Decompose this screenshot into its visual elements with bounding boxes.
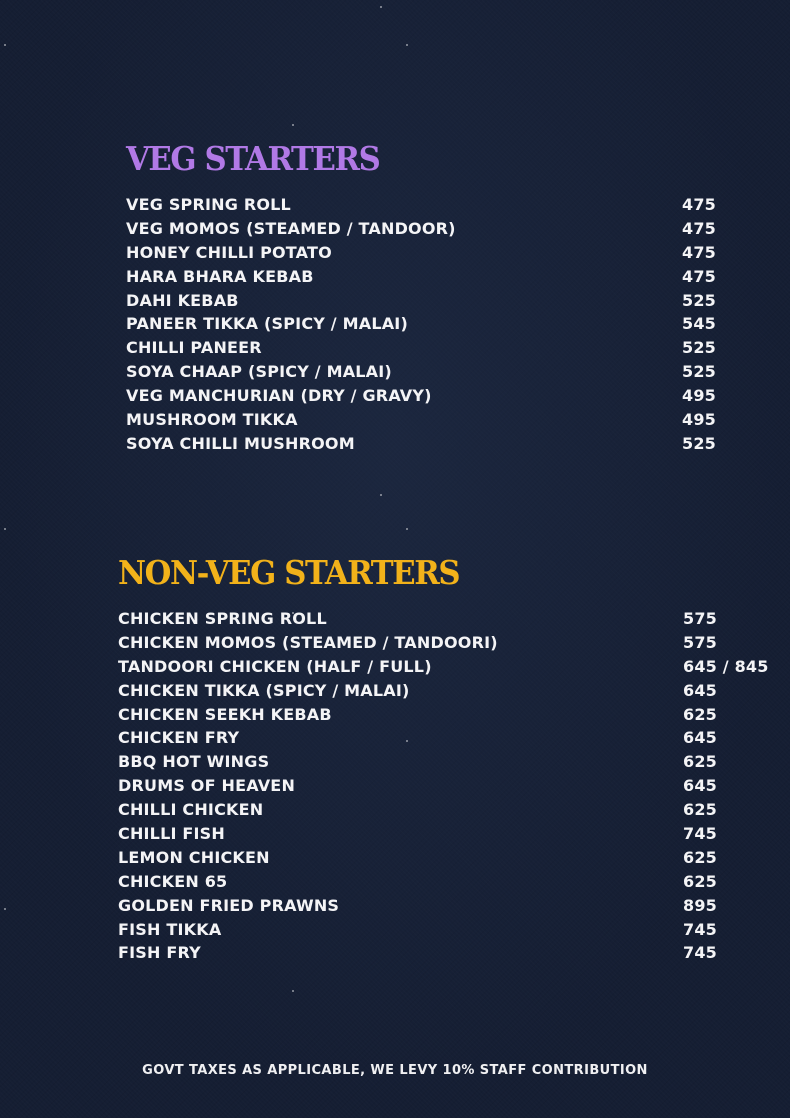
menu-item-price: 495 — [682, 386, 716, 406]
menu-item-name: GOLDEN FRIED PRAWNS — [118, 895, 340, 915]
menu-item-name: BBQ HOT WINGS — [118, 752, 270, 772]
background-speck — [406, 44, 408, 46]
menu-item-name: FISH TIKKA — [118, 919, 222, 939]
menu-item-name: CHILLI CHICKEN — [118, 800, 264, 820]
veg-starters-list — [126, 193, 726, 456]
background-speck — [406, 528, 408, 530]
menu-item-name: SOYA CHILLI MUSHROOM — [126, 433, 355, 453]
menu-item-price: 545 — [682, 314, 716, 334]
menu-item — [126, 336, 726, 360]
menu-item-price: 475 — [682, 218, 716, 238]
menu-item — [126, 265, 726, 289]
menu-item-name: MUSHROOM TIKKA — [126, 410, 298, 430]
menu-item-name: SOYA CHAAP (SPICY / MALAI) — [126, 362, 392, 382]
menu-item — [118, 679, 778, 703]
menu-item-price: 625 — [683, 800, 717, 820]
menu-item — [118, 774, 778, 798]
menu-item-price: 645 — [683, 776, 717, 796]
menu-item-name: CHILLI FISH — [118, 824, 225, 844]
menu-item-price: 895 — [683, 895, 717, 915]
nonveg-starters-section — [118, 553, 778, 965]
footer-note: GOVT TAXES AS APPLICABLE, WE LEVY 10% STAFF CONTRIBUTION — [142, 1063, 648, 1078]
menu-item-price: 625 — [683, 704, 717, 724]
menu-item — [126, 432, 726, 456]
menu-item — [118, 822, 778, 846]
nonveg-starters-list — [118, 607, 778, 965]
menu-item-name: VEG MANCHURIAN (DRY / GRAVY) — [126, 386, 432, 406]
menu-item-name: VEG SPRING ROLL — [126, 195, 291, 214]
menu-item-name: FISH FRY — [118, 943, 201, 963]
menu-item-name: CHICKEN FRY — [118, 728, 240, 748]
menu-item — [118, 703, 778, 727]
menu-item-name: HARA BHARA KEBAB — [126, 266, 314, 286]
menu-item-price: 625 — [683, 847, 717, 867]
menu-item — [118, 655, 778, 679]
menu-item-name: CHICKEN SPRING ROLL — [118, 609, 327, 628]
menu-item-name: CHICKEN TIKKA (SPICY / MALAI) — [118, 680, 410, 700]
menu-item — [118, 726, 778, 750]
background-speck — [380, 6, 382, 8]
veg-starters-title: VEG STARTERS — [126, 139, 380, 178]
menu-item — [118, 846, 778, 870]
menu-item — [118, 798, 778, 822]
background-speck — [292, 990, 294, 992]
background-speck — [4, 908, 6, 910]
menu-item — [118, 918, 778, 942]
menu-item-price: 575 — [683, 632, 717, 652]
menu-item-price: 745 — [683, 943, 717, 963]
menu-item-price: 745 — [683, 824, 717, 844]
veg-starters-section — [126, 139, 726, 456]
menu-item — [126, 289, 726, 313]
menu-item — [126, 217, 726, 241]
menu-item-name: VEG MOMOS (STEAMED / TANDOOR) — [126, 218, 456, 238]
menu-item — [118, 750, 778, 774]
menu-item — [126, 193, 726, 217]
menu-item-name: DRUMS OF HEAVEN — [118, 776, 296, 796]
menu-item-price: 525 — [682, 290, 716, 310]
menu-item-price: 525 — [682, 338, 716, 358]
menu-item-price: 575 — [683, 609, 717, 628]
menu-item-price: 525 — [682, 362, 716, 382]
menu-item-price: 475 — [682, 242, 716, 262]
menu-item — [118, 894, 778, 918]
menu-item — [118, 941, 778, 965]
menu-item-name: TANDOORI CHICKEN (HALF / FULL) — [118, 656, 432, 676]
menu-item-name: PANEER TIKKA (SPICY / MALAI) — [126, 314, 408, 334]
menu-item-name: CHILLI PANEER — [126, 338, 262, 358]
menu-item-price: 645 — [683, 680, 717, 700]
menu-item — [126, 408, 726, 432]
menu-item — [126, 241, 726, 265]
menu-item-price: 645 / 845 — [683, 656, 769, 676]
background-speck — [4, 528, 6, 530]
menu-item-name: CHICKEN SEEKH KEBAB — [118, 704, 332, 724]
menu-item — [126, 312, 726, 336]
background-speck — [4, 44, 6, 46]
menu-item-price: 525 — [682, 433, 716, 453]
menu-item-price: 495 — [682, 410, 716, 430]
menu-item-name: HONEY CHILLI POTATO — [126, 242, 332, 262]
menu-item — [118, 631, 778, 655]
menu-item — [126, 384, 726, 408]
menu-item-name: CHICKEN 65 — [118, 871, 228, 891]
nonveg-starters-title: NON-VEG STARTERS — [118, 553, 460, 592]
menu-item-price: 625 — [683, 871, 717, 891]
menu-item-name: DAHI KEBAB — [126, 290, 239, 310]
background-speck — [292, 124, 294, 126]
menu-item-price: 745 — [683, 919, 717, 939]
menu-item-name: LEMON CHICKEN — [118, 847, 270, 867]
menu-item-name: CHICKEN MOMOS (STEAMED / TANDOORI) — [118, 632, 498, 652]
menu-item-price: 475 — [682, 195, 716, 214]
menu-item-price: 625 — [683, 752, 717, 772]
menu-item — [126, 360, 726, 384]
menu-item — [118, 870, 778, 894]
background-speck — [380, 494, 382, 496]
menu-item-price: 475 — [682, 266, 716, 286]
menu-item — [118, 607, 778, 631]
menu-item-price: 645 — [683, 728, 717, 748]
